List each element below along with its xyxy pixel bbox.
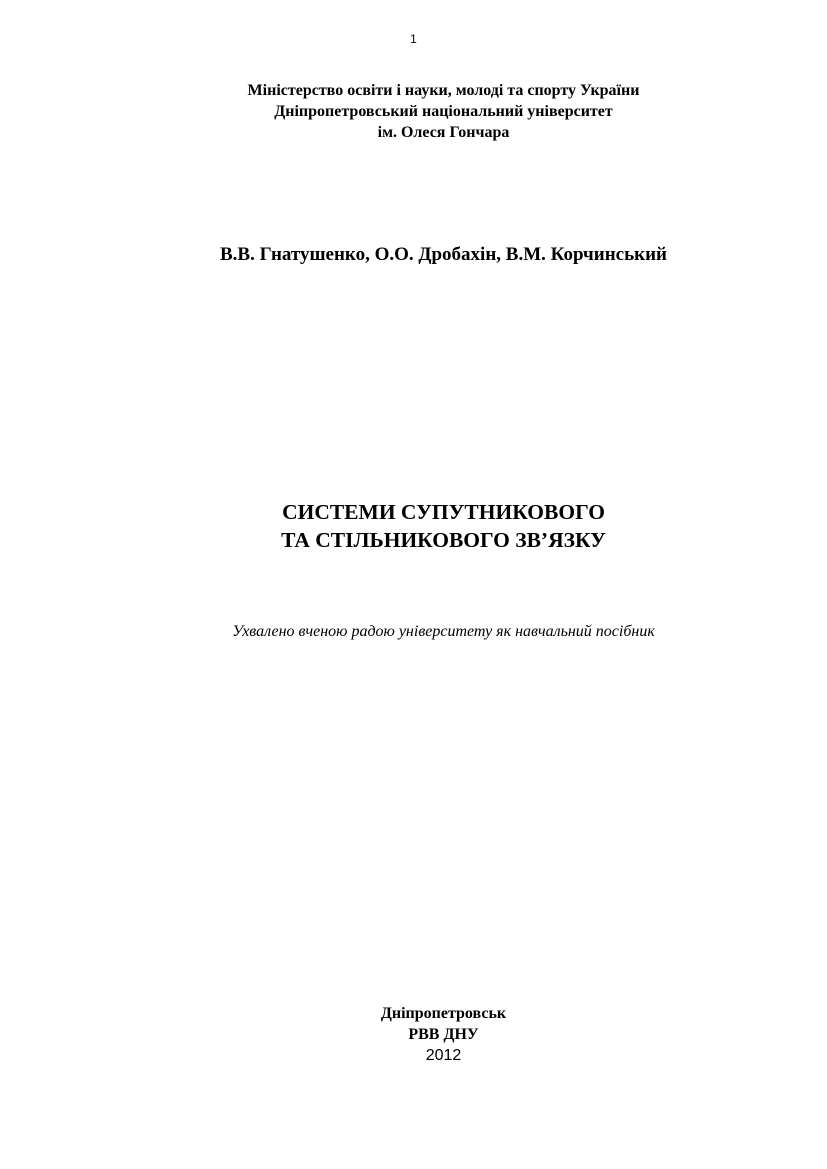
ministry-name: Міністерство освіти і науки, молоді та спорту України (247, 82, 640, 99)
title-line-1: СИСТЕМИ СУПУТНИКОВОГО (282, 500, 605, 524)
approval-note: Ухвалено вченою радою університету як навчальний посібник (232, 623, 655, 640)
institution-header (0, 80, 827, 143)
imprint-year: 2012 (425, 1047, 462, 1064)
imprint-publisher: РВВ ДНУ (408, 1026, 479, 1043)
page-number: 1 (410, 32, 417, 46)
university-namesake: ім. Олеся Гончара (377, 124, 510, 141)
authors: В.В. Гнатушенко, О.О. Дробахін, В.М. Корчинський (219, 244, 667, 265)
title-line-2: ТА СТІЛЬНИКОВОГО ЗВ’ЯЗКУ (281, 528, 606, 552)
imprint (0, 1003, 827, 1066)
imprint-city: Дніпропетровськ (380, 1005, 507, 1022)
university-name: Дніпропетровський національний університет (274, 103, 613, 120)
book-title (0, 498, 827, 554)
